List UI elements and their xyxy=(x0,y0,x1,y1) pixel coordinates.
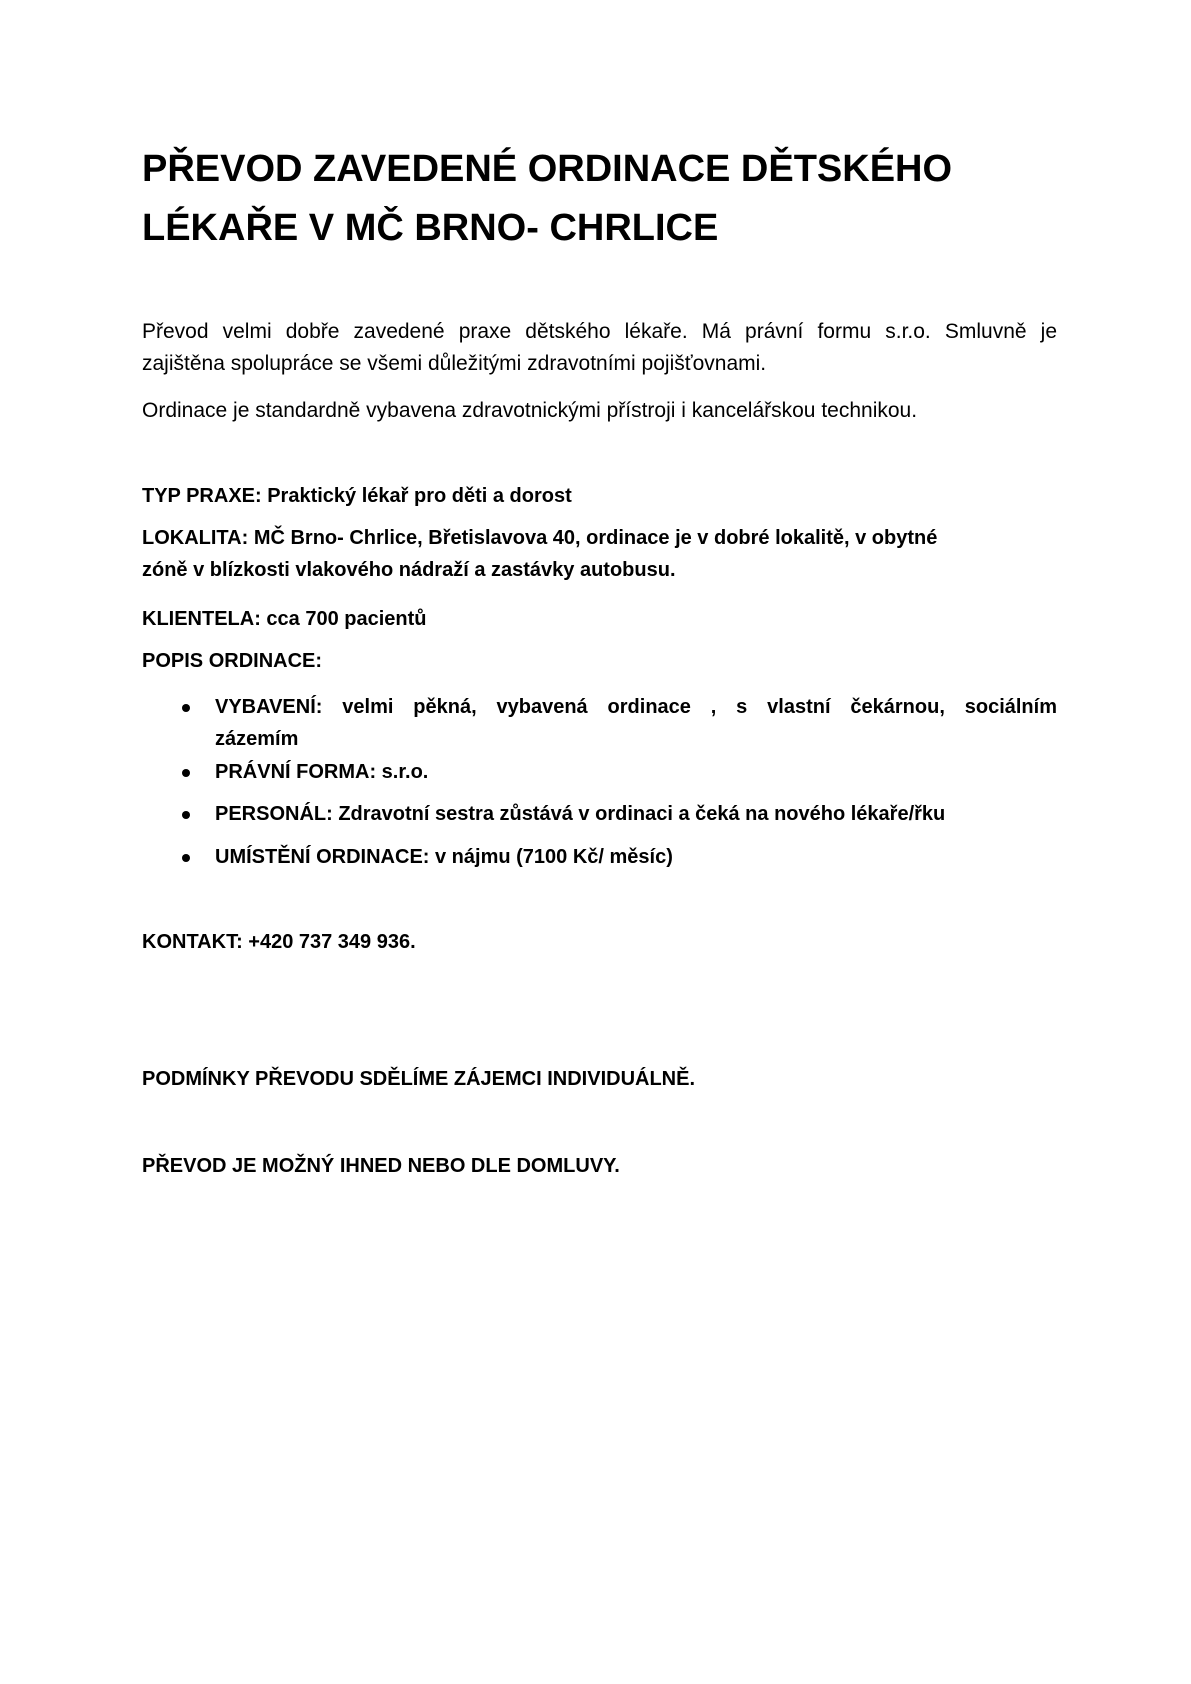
list-item-text xyxy=(215,756,1057,788)
list-item-line-1: UMÍSTĚNÍ ORDINACE: v nájmu (7100 Kč/ měsíc) xyxy=(215,846,673,868)
bullet-icon xyxy=(182,704,190,712)
list-item-text xyxy=(215,841,1057,873)
lokalita-line-1: LOKALITA: MČ Brno- Chrlice, Břetislavova 40, ordinace je v dobré lokalitě, v obytné xyxy=(142,527,938,549)
intro-paragraph xyxy=(142,316,1057,380)
list-item-line-1: VYBAVENÍ: velmi pěkná, vybavená ordinace , s vlastní čekárnou, sociálním xyxy=(215,696,1057,718)
list-item-text xyxy=(215,798,1057,830)
kontakt: KONTAKT: +420 737 349 936. xyxy=(142,931,416,953)
list-item-text xyxy=(215,691,1057,755)
list-item-line-2: zázemím xyxy=(215,728,299,750)
prevod-moznost: PŘEVOD JE MOŽNÝ IHNED NEBO DLE DOMLUVY. xyxy=(142,1155,620,1177)
intro-line-2: zajištěna spolupráce se všemi důležitými zdravotními pojišťovnami. xyxy=(142,352,767,375)
podminky-prevodu: PODMÍNKY PŘEVODU SDĚLÍME ZÁJEMCI INDIVIDUÁLNĚ. xyxy=(142,1068,696,1090)
bullet-icon xyxy=(182,811,190,819)
klientela: KLIENTELA: cca 700 pacientů xyxy=(142,608,427,630)
title-line-1: PŘEVOD ZAVEDENÉ ORDINACE DĚTSKÉHO xyxy=(142,148,953,190)
bullet-icon xyxy=(182,769,190,777)
title-line-2: LÉKAŘE V MČ BRNO- CHRLICE xyxy=(142,207,719,249)
intro-line-1: Převod velmi dobře zavedené praxe dětského lékaře. Má právní formu s.r.o. Smluvně je xyxy=(142,320,1057,343)
popis-ordinace-heading: POPIS ORDINACE: xyxy=(142,650,323,672)
equipment-paragraph: Ordinace je standardně vybavena zdravotnickými přístroji i kancelářskou technikou. xyxy=(142,399,918,422)
lokalita-line-2: zóně v blízkosti vlakového nádraží a zastávky autobusu. xyxy=(142,559,676,581)
page-title xyxy=(142,140,1062,258)
list-item-line-1: PRÁVNÍ FORMA: s.r.o. xyxy=(215,761,429,783)
lokalita xyxy=(142,522,1057,586)
bullet-icon xyxy=(182,854,190,862)
typ-praxe: TYP PRAXE: Praktický lékař pro děti a dorost xyxy=(142,485,572,507)
list-item-line-1: PERSONÁL: Zdravotní sestra zůstává v ordinaci a čeká na nového lékaře/řku xyxy=(215,803,946,825)
